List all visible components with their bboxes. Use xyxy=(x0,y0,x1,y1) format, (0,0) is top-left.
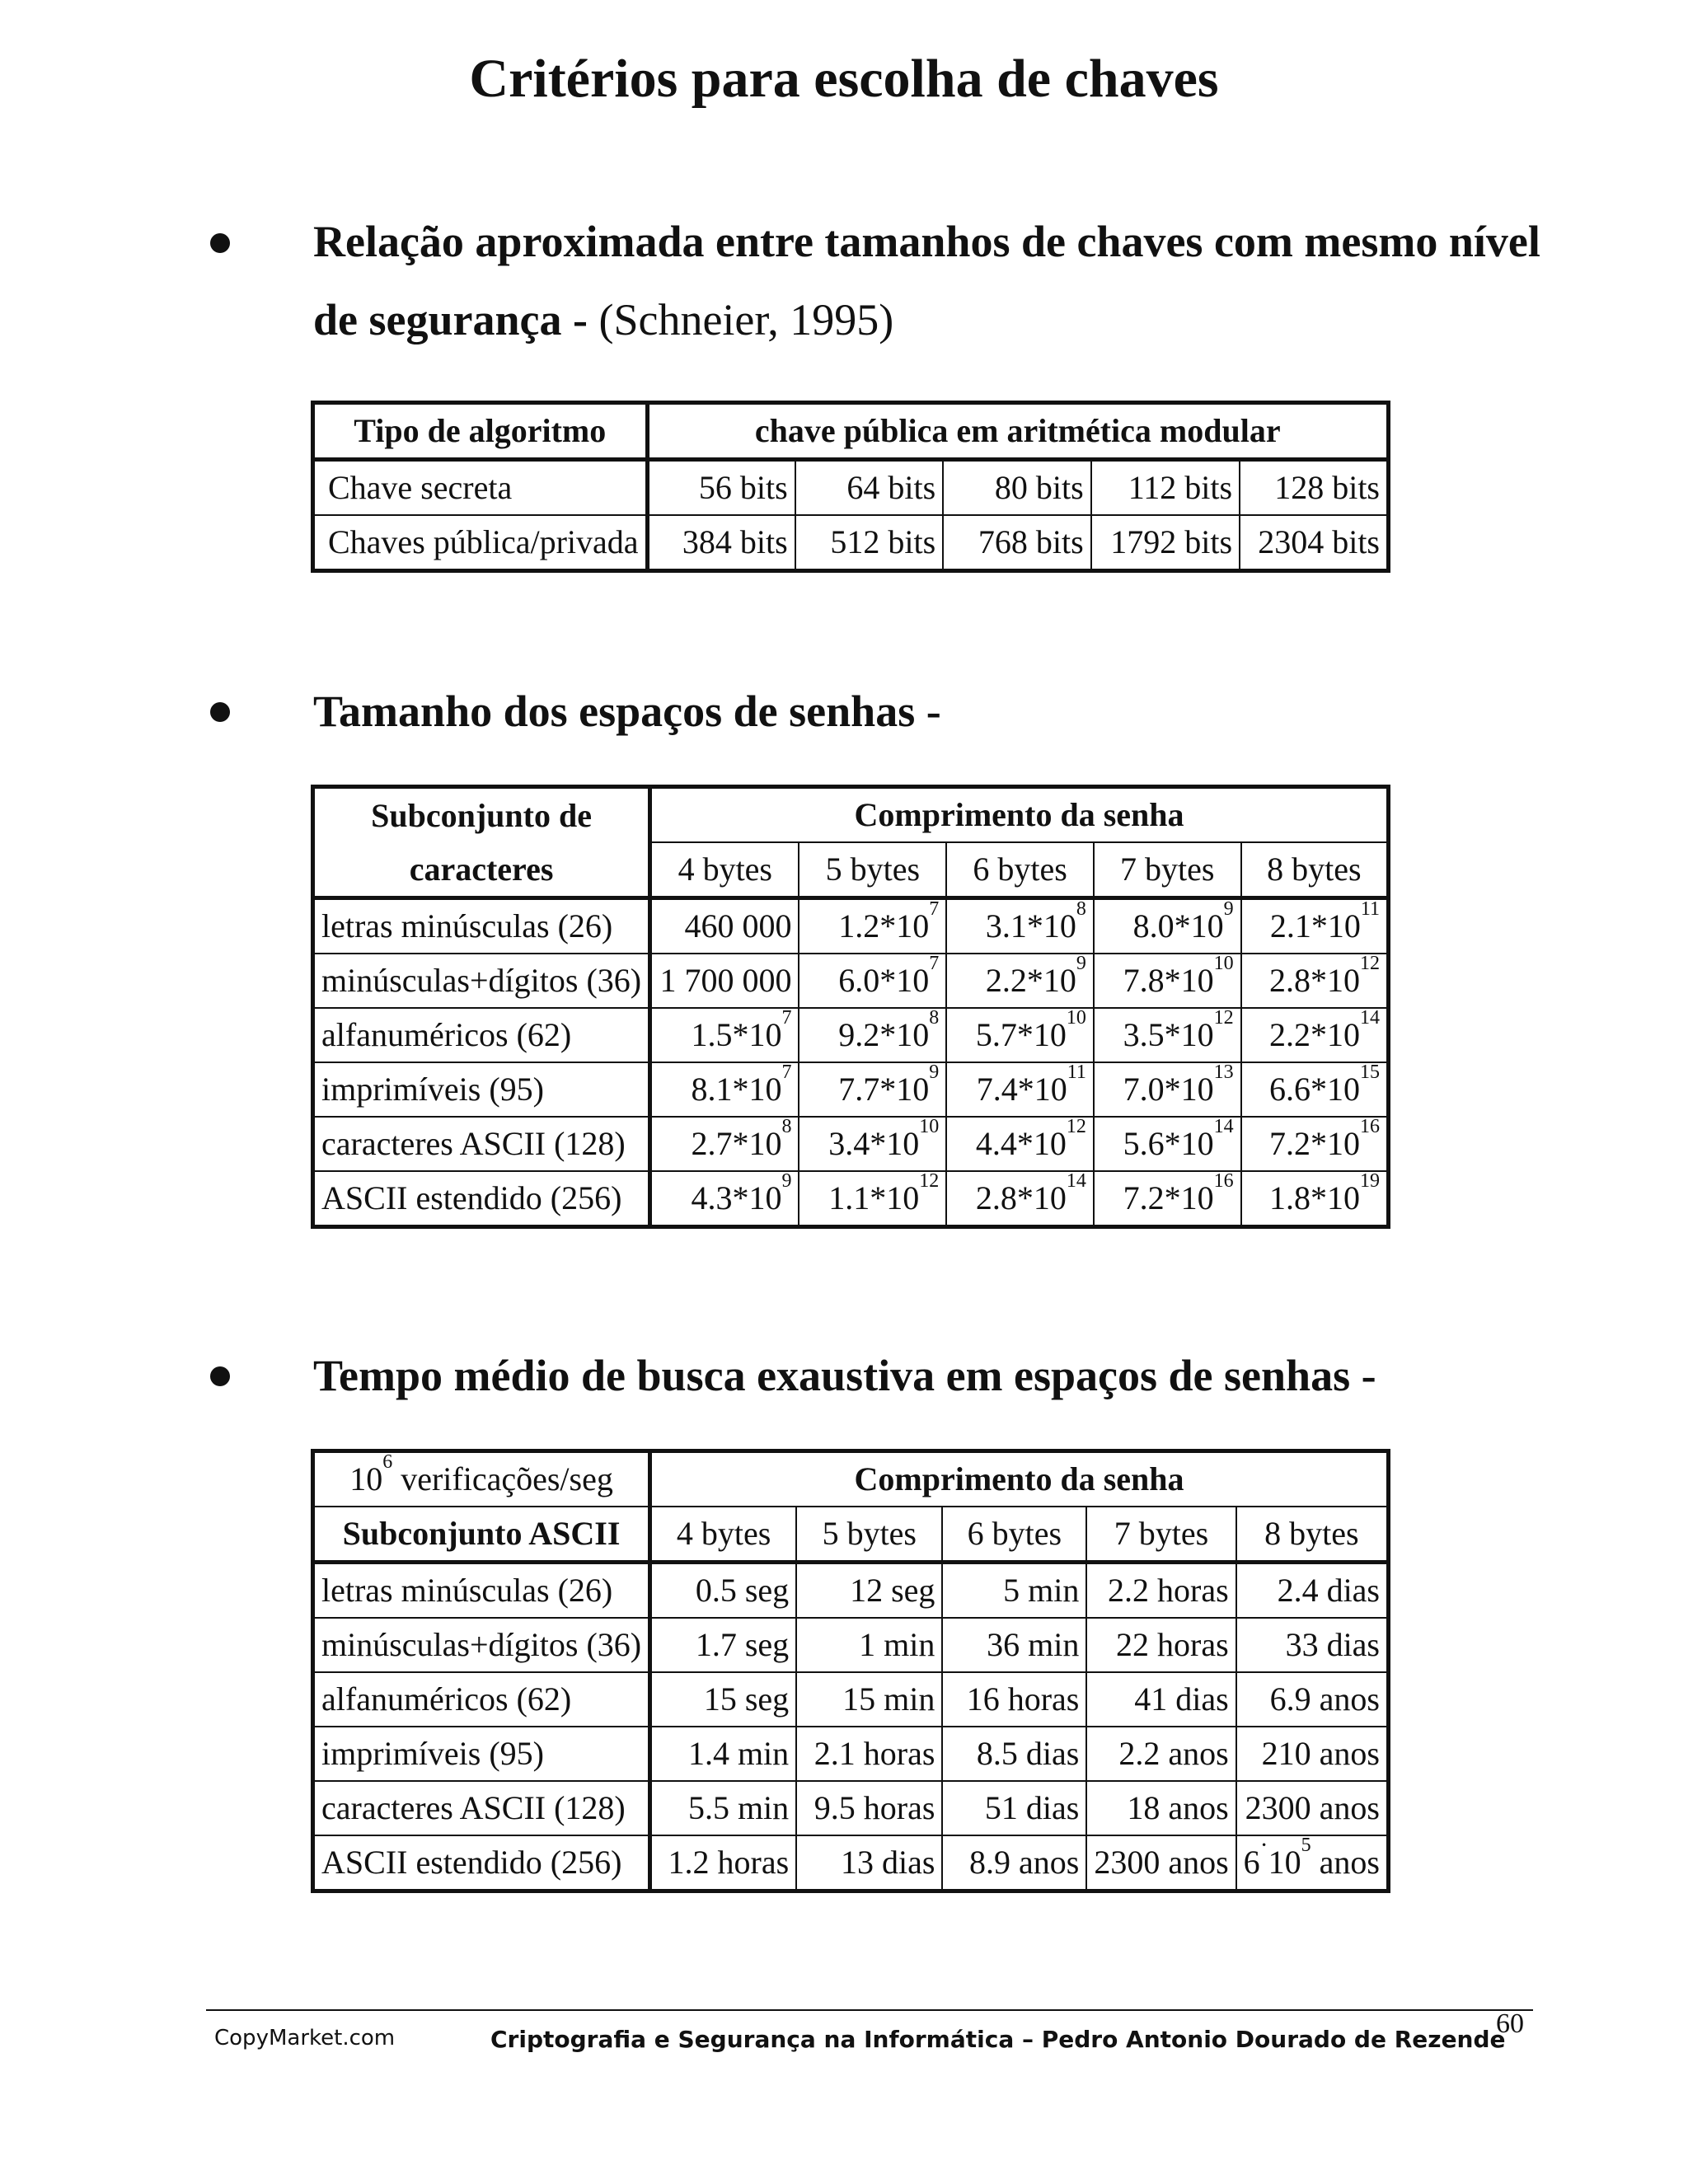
table-cell: 64 bits xyxy=(795,460,944,516)
table-cell: 8.9 anos xyxy=(942,1835,1086,1891)
table-cell xyxy=(650,1008,799,1062)
cell-mantissa: 3.4*10 xyxy=(828,1125,920,1162)
table-row xyxy=(313,1008,1389,1062)
table-cell xyxy=(650,1171,799,1227)
table-cell: 2300 anos xyxy=(1236,1781,1389,1835)
password-space-body xyxy=(313,898,1389,1227)
table-cell: 112 bits xyxy=(1091,460,1240,516)
section-heading: Tempo médio de busca exaustiva em espaços de senhas - xyxy=(313,1351,1376,1400)
heading-line-2: de segurança - xyxy=(313,295,599,344)
row-label: caracteres ASCII (128) xyxy=(313,1781,650,1835)
table-cell: 13 dias xyxy=(796,1835,942,1891)
cell-mantissa: 1.2*10 xyxy=(838,907,930,944)
row-label: Chaves pública/privada xyxy=(313,515,648,571)
cell-exponent: 16 xyxy=(1360,1116,1380,1137)
table-cell: 36 min xyxy=(942,1618,1086,1672)
bullet-icon xyxy=(210,233,230,253)
table-cell: 6.9 anos xyxy=(1236,1672,1389,1727)
cell-exponent: 16 xyxy=(1213,1170,1234,1192)
table-cell: 384 bits xyxy=(647,515,795,571)
table-cell xyxy=(1241,1008,1389,1062)
header-subset-line-1: Subconjunto de xyxy=(313,787,650,843)
cell-mantissa: 2.8*10 xyxy=(975,1179,1067,1216)
table-row xyxy=(313,954,1389,1008)
table-cell: 2.2 horas xyxy=(1086,1563,1236,1619)
table-row xyxy=(313,1062,1389,1117)
table-cell: 2304 bits xyxy=(1240,515,1388,571)
table-cell xyxy=(1094,1171,1241,1227)
column-header: 7 bytes xyxy=(1094,842,1241,898)
table-header-row xyxy=(313,787,1389,843)
table-cell xyxy=(1241,1062,1389,1117)
table-cell: 0.5 seg xyxy=(650,1563,797,1619)
cell-mantissa: 1.5*10 xyxy=(691,1016,782,1053)
cell-exponent: 12 xyxy=(1066,1116,1086,1137)
cell-exponent: 14 xyxy=(1213,1116,1234,1137)
row-label: letras minúsculas (26) xyxy=(313,898,650,954)
bullet-icon xyxy=(210,1366,230,1386)
footer-divider xyxy=(206,2009,1533,2011)
table-cell xyxy=(1236,1831,1389,1891)
table-cell xyxy=(799,1008,946,1062)
cell-mantissa: 6.6*10 xyxy=(1269,1071,1360,1108)
footer-site: CopyMarket.com xyxy=(214,2026,396,2050)
cell-suffix: anos xyxy=(1311,1844,1380,1881)
cell-exponent: 13 xyxy=(1213,1062,1234,1083)
table-row xyxy=(313,460,1389,516)
row-label: letras minúsculas (26) xyxy=(313,1563,650,1619)
table-cell: 33 dias xyxy=(1236,1618,1389,1672)
table-cell xyxy=(1094,1008,1241,1062)
row-label: alfanuméricos (62) xyxy=(313,1008,650,1062)
cell-mantissa: 5.6*10 xyxy=(1123,1125,1214,1162)
cell-exponent: 19 xyxy=(1360,1170,1380,1192)
table-cell: 15 seg xyxy=(650,1672,797,1727)
bullet-icon xyxy=(210,702,230,722)
header-public-key: chave pública em aritmética modular xyxy=(647,403,1388,460)
table-subheader-row xyxy=(313,1507,1389,1563)
table-cell: 80 bits xyxy=(943,460,1091,516)
cell-mantissa: 2.2*10 xyxy=(1269,1016,1360,1053)
key-size-table xyxy=(311,401,1390,573)
cell-mantissa: 2.2*10 xyxy=(985,962,1076,999)
table-cell xyxy=(1094,954,1241,1008)
cell-exponent: 14 xyxy=(1066,1170,1086,1192)
cell-mantissa: 5.7*10 xyxy=(975,1016,1067,1053)
cell-mantissa: 460 000 xyxy=(684,907,792,944)
table-cell xyxy=(799,1062,946,1117)
table-row xyxy=(313,1171,1389,1227)
table-cell: 2.4 dias xyxy=(1236,1563,1389,1619)
row-label: ASCII estendido (256) xyxy=(313,1171,650,1227)
table-cell: 1.2 horas xyxy=(650,1835,797,1891)
cell-dot: · xyxy=(1259,1831,1268,1858)
cell-exponent: 12 xyxy=(919,1170,940,1192)
table-cell xyxy=(946,898,1094,954)
table-cell xyxy=(946,1117,1094,1171)
cell-mantissa: 2.1*10 xyxy=(1269,907,1361,944)
table-cell xyxy=(1094,1062,1241,1117)
cell-mantissa: 1.8*10 xyxy=(1269,1179,1360,1216)
column-header: 8 bytes xyxy=(1241,842,1389,898)
header-ascii-subset: Subconjunto ASCII xyxy=(313,1507,650,1563)
cell-mantissa: 1 700 000 xyxy=(659,962,792,999)
column-header: 8 bytes xyxy=(1236,1507,1389,1563)
table-header-row xyxy=(313,1451,1389,1507)
password-space-table xyxy=(311,785,1390,1229)
cell-exponent: 14 xyxy=(1360,1007,1380,1029)
row-label: minúsculas+dígitos (36) xyxy=(313,1618,650,1672)
table-cell: 2.1 horas xyxy=(796,1727,942,1781)
cell-mantissa: 6.0*10 xyxy=(838,962,930,999)
cell-exponent: 9 xyxy=(1223,898,1234,920)
column-header: 4 bytes xyxy=(650,1507,797,1563)
table-cell: 51 dias xyxy=(942,1781,1086,1835)
page-number: 60 xyxy=(1496,2008,1524,2039)
table-header-row xyxy=(313,403,1389,460)
cell-exponent: 9 xyxy=(929,1062,940,1083)
cell-exponent: 11 xyxy=(1360,898,1380,920)
table-cell xyxy=(1241,954,1389,1008)
table-cell xyxy=(650,1117,799,1171)
citation: (Schneier, 1995) xyxy=(598,295,894,344)
cell-mantissa: 4.4*10 xyxy=(975,1125,1067,1162)
cell-mantissa: 7.2*10 xyxy=(1269,1125,1360,1162)
footer-book-title: Criptografia e Segurança na Informática – Pedro Antonio Dourado de Rezende xyxy=(490,2026,1506,2053)
table-cell: 128 bits xyxy=(1240,460,1388,516)
cell-mantissa: 8.1*10 xyxy=(691,1071,782,1108)
cell-exponent: 9 xyxy=(781,1170,792,1192)
table-cell: 12 seg xyxy=(796,1563,942,1619)
rate-exponent: 6 xyxy=(382,1451,393,1473)
table-cell: 9.5 horas xyxy=(796,1781,942,1835)
table-cell: 768 bits xyxy=(943,515,1091,571)
column-header: 6 bytes xyxy=(946,842,1094,898)
table-row xyxy=(313,515,1389,571)
table-cell xyxy=(799,1171,946,1227)
column-header: 4 bytes xyxy=(650,842,799,898)
row-label: imprimíveis (95) xyxy=(313,1727,650,1781)
cell-mantissa: 3.5*10 xyxy=(1123,1016,1214,1053)
heading-line-1: Relação aproximada entre tamanhos de chaves com mesmo nível xyxy=(313,217,1540,266)
table-row xyxy=(313,1781,1389,1835)
cell-exponent: 12 xyxy=(1213,1007,1234,1029)
table-row xyxy=(313,1618,1389,1672)
table-cell: 8.5 dias xyxy=(942,1727,1086,1781)
table-cell: 512 bits xyxy=(795,515,944,571)
cell-mantissa: 2.7*10 xyxy=(691,1125,782,1162)
table-cell: 5 min xyxy=(942,1563,1086,1619)
cell-mantissa: 7.4*10 xyxy=(976,1071,1067,1108)
cell-mantissa: 7.0*10 xyxy=(1123,1071,1214,1108)
search-time-table xyxy=(311,1449,1390,1893)
table-cell xyxy=(946,1062,1094,1117)
table-cell xyxy=(946,954,1094,1008)
cell-exponent: 10 xyxy=(1213,953,1234,974)
table-row xyxy=(313,1835,1389,1891)
table-cell: 18 anos xyxy=(1086,1781,1236,1835)
column-header: 7 bytes xyxy=(1086,1507,1236,1563)
cell-mantissa: 7.8*10 xyxy=(1123,962,1214,999)
table-cell xyxy=(1241,1171,1389,1227)
header-password-length: Comprimento da senha xyxy=(650,1451,1389,1507)
table-cell xyxy=(650,954,799,1008)
table-cell xyxy=(946,1008,1094,1062)
header-rate xyxy=(313,1451,650,1507)
cell-exponent: 8 xyxy=(781,1116,792,1137)
table-cell: 41 dias xyxy=(1086,1672,1236,1727)
table-cell: 2.2 anos xyxy=(1086,1727,1236,1781)
column-header: 6 bytes xyxy=(942,1507,1086,1563)
cell-exponent: 9 xyxy=(1076,953,1086,974)
row-label: alfanuméricos (62) xyxy=(313,1672,650,1727)
row-label: caracteres ASCII (128) xyxy=(313,1117,650,1171)
cell-exponent: 7 xyxy=(781,1007,792,1029)
row-label: minúsculas+dígitos (36) xyxy=(313,954,650,1008)
search-time-body xyxy=(313,1563,1389,1891)
cell-mantissa: 7.7*10 xyxy=(838,1071,930,1108)
table-cell: 15 min xyxy=(796,1672,942,1727)
table-row xyxy=(313,1672,1389,1727)
cell-exponent: 7 xyxy=(929,898,940,920)
table-cell: 5.5 min xyxy=(650,1781,797,1835)
row-label: Chave secreta xyxy=(313,460,648,516)
cell-mantissa: 1.1*10 xyxy=(828,1179,920,1216)
cell-exponent: 8 xyxy=(929,1007,940,1029)
table-cell xyxy=(946,1171,1094,1227)
cell-base: 10 xyxy=(1268,1844,1301,1881)
header-password-length: Comprimento da senha xyxy=(650,787,1389,843)
cell-mantissa: 3.1*10 xyxy=(985,907,1076,944)
table-cell: 2300 anos xyxy=(1086,1835,1236,1891)
rate-base: 10 xyxy=(349,1460,383,1497)
table-subheader-row xyxy=(313,842,1389,898)
table-row xyxy=(313,1727,1389,1781)
page-title: Critérios para escolha de chaves xyxy=(469,49,1219,109)
cell-mantissa: 4.3*10 xyxy=(691,1179,782,1216)
table-cell: 56 bits xyxy=(647,460,795,516)
cell-prefix: 6 xyxy=(1243,1844,1260,1881)
section-heading xyxy=(313,203,1550,359)
cell-exponent: 5 xyxy=(1301,1835,1311,1856)
table-row xyxy=(313,898,1389,954)
cell-exponent: 10 xyxy=(919,1116,940,1137)
header-algorithm-type: Tipo de algoritmo xyxy=(313,403,648,460)
rate-text: verificações/seg xyxy=(392,1460,613,1497)
row-label: ASCII estendido (256) xyxy=(313,1835,650,1891)
table-cell: 22 horas xyxy=(1086,1618,1236,1672)
table-cell xyxy=(799,898,946,954)
table-cell: 1792 bits xyxy=(1091,515,1240,571)
table-cell xyxy=(650,1062,799,1117)
table-cell xyxy=(799,1117,946,1171)
table-cell xyxy=(799,954,946,1008)
column-header: 5 bytes xyxy=(799,842,946,898)
table-row xyxy=(313,1563,1389,1619)
section-heading: Tamanho dos espaços de senhas - xyxy=(313,687,941,736)
cell-mantissa: 8.0*10 xyxy=(1132,907,1224,944)
cell-exponent: 7 xyxy=(781,1062,792,1083)
cell-exponent: 7 xyxy=(929,953,940,974)
cell-mantissa: 9.2*10 xyxy=(838,1016,930,1053)
cell-exponent: 11 xyxy=(1067,1062,1086,1083)
table-cell: 1 min xyxy=(796,1618,942,1672)
table-cell: 16 horas xyxy=(942,1672,1086,1727)
table-row xyxy=(313,1117,1389,1171)
cell-exponent: 15 xyxy=(1360,1062,1380,1083)
cell-mantissa: 2.8*10 xyxy=(1269,962,1360,999)
table-cell: 210 anos xyxy=(1236,1727,1389,1781)
table-cell xyxy=(650,898,799,954)
cell-exponent: 10 xyxy=(1066,1007,1086,1029)
header-subset-line-2: caracteres xyxy=(313,842,650,898)
cell-mantissa: 7.2*10 xyxy=(1123,1179,1214,1216)
column-header: 5 bytes xyxy=(796,1507,942,1563)
cell-exponent: 8 xyxy=(1076,898,1086,920)
table-cell: 1.7 seg xyxy=(650,1618,797,1672)
table-cell xyxy=(1241,898,1389,954)
table-cell: 1.4 min xyxy=(650,1727,797,1781)
row-label: imprimíveis (95) xyxy=(313,1062,650,1117)
table-cell xyxy=(1241,1117,1389,1171)
table-cell xyxy=(1094,1117,1241,1171)
cell-exponent: 12 xyxy=(1360,953,1380,974)
table-cell xyxy=(1094,898,1241,954)
